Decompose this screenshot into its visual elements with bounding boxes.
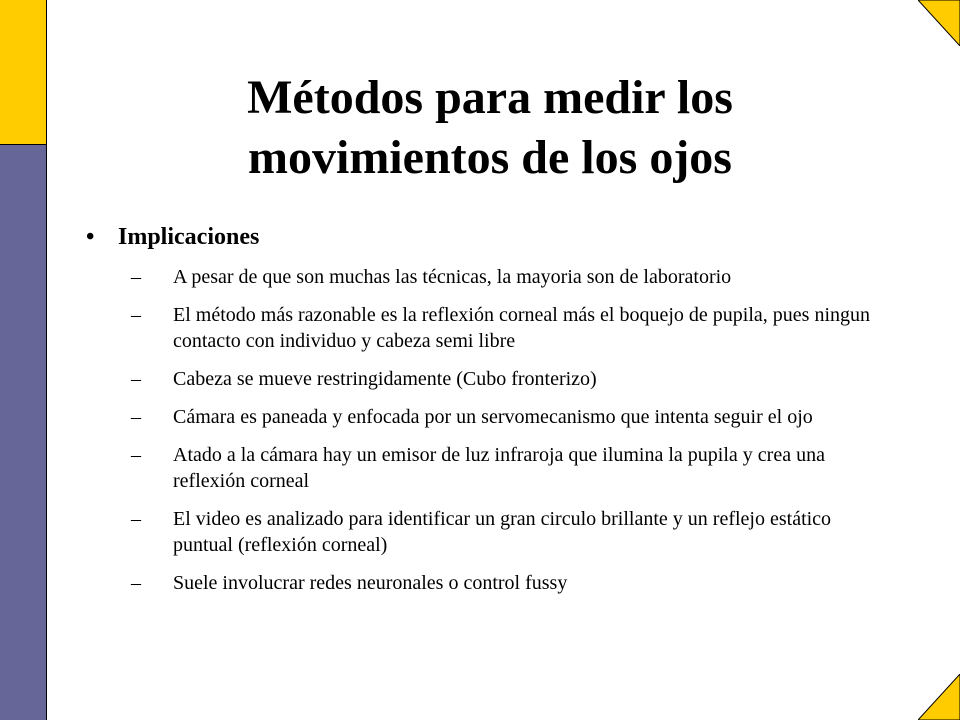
dash-marker: – — [131, 572, 141, 594]
sub-bullet-item — [86, 264, 886, 290]
sub-bullet-text: Atado a la cámara hay un emisor de luz infraroja que ilumina la pupila y crea una reflexión corneal — [173, 444, 825, 492]
dash-marker: – — [131, 368, 141, 390]
sub-bullet-item — [86, 506, 886, 558]
sub-bullet-list — [86, 264, 886, 596]
sub-bullet-text: Cabeza se mueve restringidamente (Cubo fronterizo) — [173, 368, 597, 390]
sub-bullet-text: Cámara es paneada y enfocada por un servomecanismo que intenta seguir el ojo — [173, 406, 813, 428]
dash-marker: – — [131, 508, 141, 530]
dash-marker: – — [131, 266, 141, 288]
sub-bullet-item — [86, 404, 886, 430]
main-bullet-label: Implicaciones — [118, 224, 260, 250]
slide-title-line-2: movimientos de los ojos — [248, 131, 732, 184]
slide-title — [90, 68, 890, 188]
sub-bullet-item — [86, 570, 886, 596]
sub-bullet-item — [86, 442, 886, 494]
dash-marker: – — [131, 406, 141, 428]
sub-bullet-text: El video es analizado para identificar un gran circulo brillante y un reflejo estático puntual (reflexión corneal) — [173, 508, 832, 556]
dash-marker: – — [131, 304, 141, 326]
sub-bullet-item — [86, 302, 886, 354]
sub-bullet-text: A pesar de que son muchas las técnicas, la mayoria son de laboratorio — [173, 266, 732, 288]
slide-title-line-1: Métodos para medir los — [247, 71, 733, 124]
slide-content — [86, 220, 886, 608]
bottom-right-corner-triangle — [918, 674, 960, 720]
main-bullet — [86, 220, 886, 254]
sub-bullet-text: Suele involucrar redes neuronales o control fussy — [173, 572, 568, 594]
sub-bullet-item — [86, 366, 886, 392]
bullet-marker: • — [86, 224, 95, 250]
dash-marker: – — [131, 444, 141, 466]
left-accent-bar-blue — [0, 145, 47, 720]
sub-bullet-text: El método más razonable es la reflexión corneal más el boquejo de pupila, pues ningun contacto con individuo y cabeza semi libre — [173, 304, 871, 352]
left-accent-bar-yellow — [0, 0, 47, 145]
top-right-corner-triangle — [918, 0, 960, 46]
